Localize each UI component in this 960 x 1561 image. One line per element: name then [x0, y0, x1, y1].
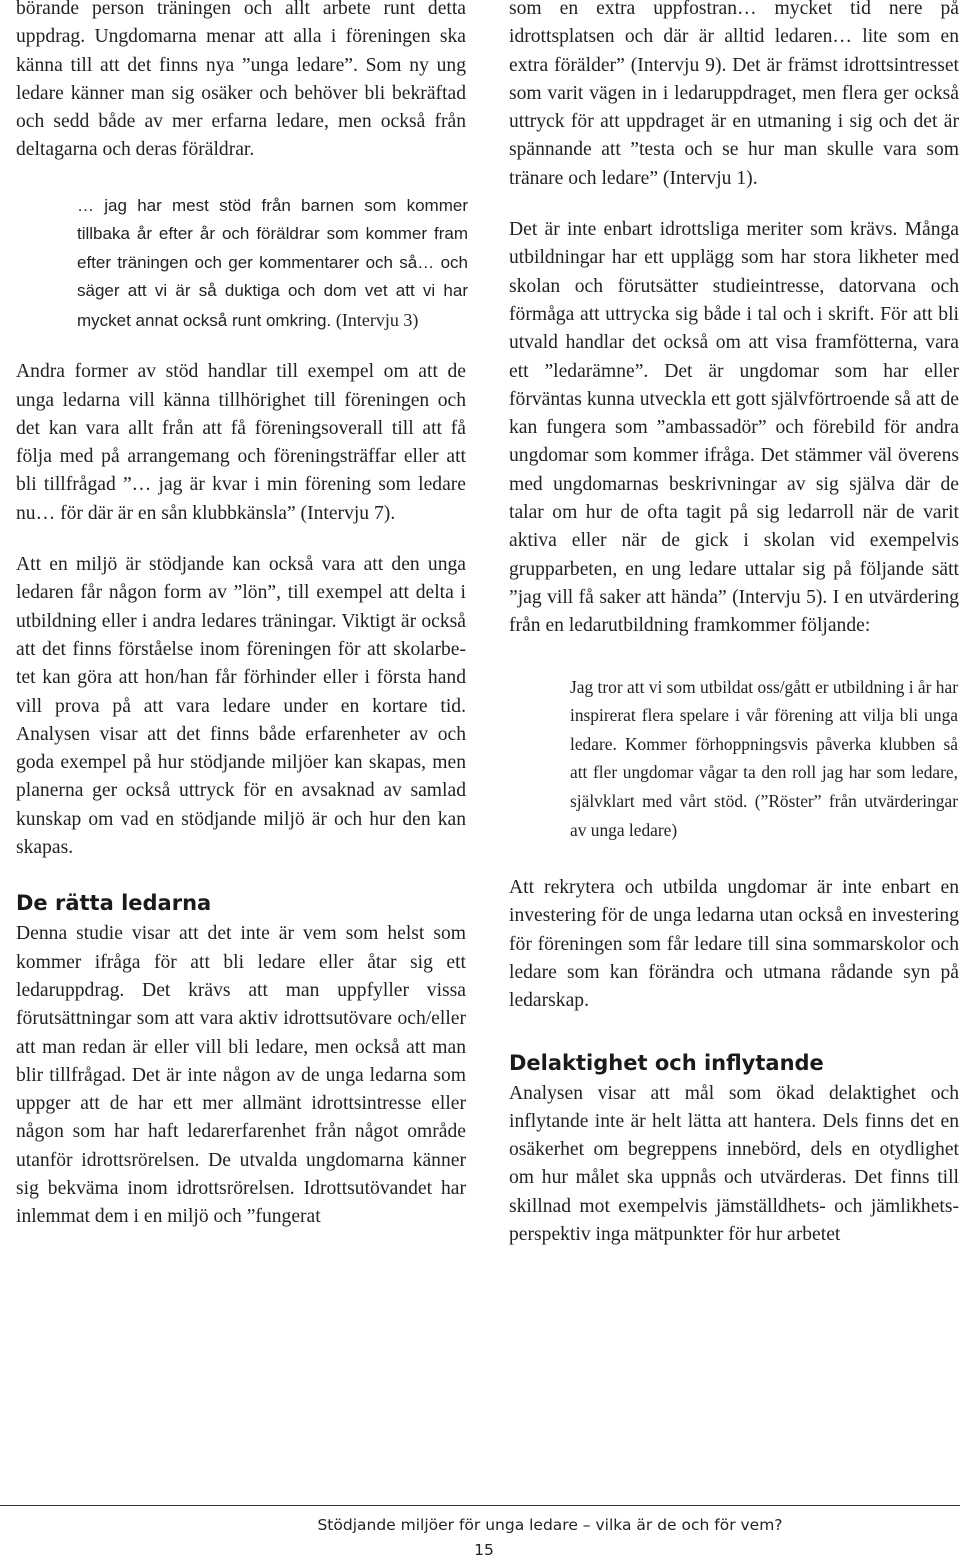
left-column [16, 0, 466, 1232]
quote-reference: (Intervju 3) [335, 309, 419, 330]
section-heading: Delaktighet och inflytande [509, 1050, 824, 1075]
paragraph: Andra former av stöd handlar till exempel om att de unga ledarna vill känna tillhörighet till föreningen och det kan vara allt från att få föreningsoverall till att få följa med på arrangemang och föreningsträffar eller att bli tillfrågad ”… jag är kvar i min förening som ledare nu… för där är en sån klubbkänsla” (Intervju 7). [16, 361, 466, 524]
paragraph: Att rekrytera och utbilda ungdomar är inte enbart en investering för de unga ledarna utan också en investering för föreningen som får ledare till sina sommarskolor och ledare som kan förändra och utmana rådande syn på ledarskap. [509, 877, 959, 1012]
paragraph: som en extra uppfostran… mycket tid nere på idrottsplatsen och där är alltid ledaren… lite som en extra förälder” (Intervju 9). Det är främst idrottsintresset som varit vägen in i ledaruppdraget, men flera ger också uttryck för att uppdraget är en utmaning i sig och det är spännande att ”testa och se hur man skulle vara som tränare och ledare” (Intervju 1). [509, 0, 959, 189]
block-quote: Jag tror att vi som utbildat oss/gått er utbildning i år har inspirerat flera spelare i vår förening att vilja bli unga ledare. Kommer förhoppningsvis påverka klubben så att fler ungdomar vågar ta den roll jag har som ledare, självklart med vårt stöd. (”Röster” från utvärderingar av unga ledare) [570, 676, 958, 840]
paragraph: Det är inte enbart idrottsliga meriter som krävs. Många utbildningar har ett upplägg som har stora likheter med skolan och förutsätter studieintresse, datorvana och förmåga att uttrycka sig både i tal och i skrift. För att bli utvald handlar det också om att visa framfötterna, vara ett ”ledarämne”. Det är ungdomar som har eller förväntas kunna utveckla ett gott självförtroende så att de kan fungera som ”ambassadör” och förebild för andra ungdomar som kommer ifråga. Det stämmer väl överens med ungdomarnas beskrivningar av sig själva där de talar om hur de ofta tagit på sig ledarroll när de varit aktiva eller när de gick i skolan vid exempelvis grupparbeten, en ung ledare uttalar sig på följande sätt ”jag vill få saker att hända” (Intervju 5). I en utvärdering från en ledarutbildning framkommer följande: [509, 219, 959, 637]
quote-text: … jag har mest stöd från barnen som kommer tillbaka år efter år och föräldrar som kommer fram efter träningen och ger kommentarer och så… och säger att vi är så duktiga och dom vet att vi har mycket annat också runt omkring. [77, 195, 468, 330]
paragraph: börande person träningen och allt arbete runt detta uppdrag. Ungdomarna menar att alla i föreningen ska känna till att det finns nya ”unga ledare”. Som ny ung ledare känner man sig osäker och behöver bli bekräftad och sedd både av mer erfarna ledare, men också från deltagarna och deras föräldrar. [16, 0, 466, 161]
footer-divider [0, 1505, 960, 1506]
section-heading: De rätta ledarna [16, 891, 212, 916]
block-quote [77, 192, 468, 336]
paragraph: Denna studie visar att det inte är vem som helst som kommer ifråga för att bli ledare eller åtar sig ett ledaruppdrag. Det krävs att man uppfyller vissa förutsättningar som att vara aktiv idrottsutövare och/eller att man redan är eller vill bli ledare, men också att man blir tillfrågad. Det är inte någon av de unga ledarna som uppger att de har ett mer allmänt idrottsintresse eller någon som har haft ledarerfarenhet från något område utanför idrottsrörelsen. De utvalda ungdomarna känner sig bekväma inom idrottsrörelsen. Idrottsutövandet har inlemmat dem i en miljö och ”fungerat [16, 923, 466, 1228]
paragraph: Att en miljö är stödjande kan också vara att den unga ledaren får någon form av ”lön”, till exempel att delta i utbildning eller i andra ledares träningar. Viktigt är också att det finns förståelse inom föreningen för att skolarbetet kan göra att hon/han får förhinder eller i första hand vill prova på att vara ledare under en kortare tid. Analysen visar att det finns både erfarenheter av och goda exempel på hur stödjande miljöer kan skapas, men planerna ger också uttryck för en avsaknad av samlad kunskap om vad en stödjande miljö är och hur den kan skapas. [16, 554, 466, 859]
footer-title: Stödjande miljöer för unga ledare – vilka är de och för vem? [317, 1516, 783, 1534]
paragraph: Analysen visar att mål som ökad delaktighet och inflytande inte är helt lätta att hantera. Dels finns det en osäkerhet om begreppens innebörd, dels en otydlighet om hur målet ska uppnås och utvärderas. Det finns till skillnad mot exempelvis jämställdhets- och jämlikhetsperspektiv inga mätpunkter för hur arbetet [509, 1082, 959, 1246]
page-number: 15 [474, 1541, 494, 1559]
right-column [509, 0, 959, 1249]
